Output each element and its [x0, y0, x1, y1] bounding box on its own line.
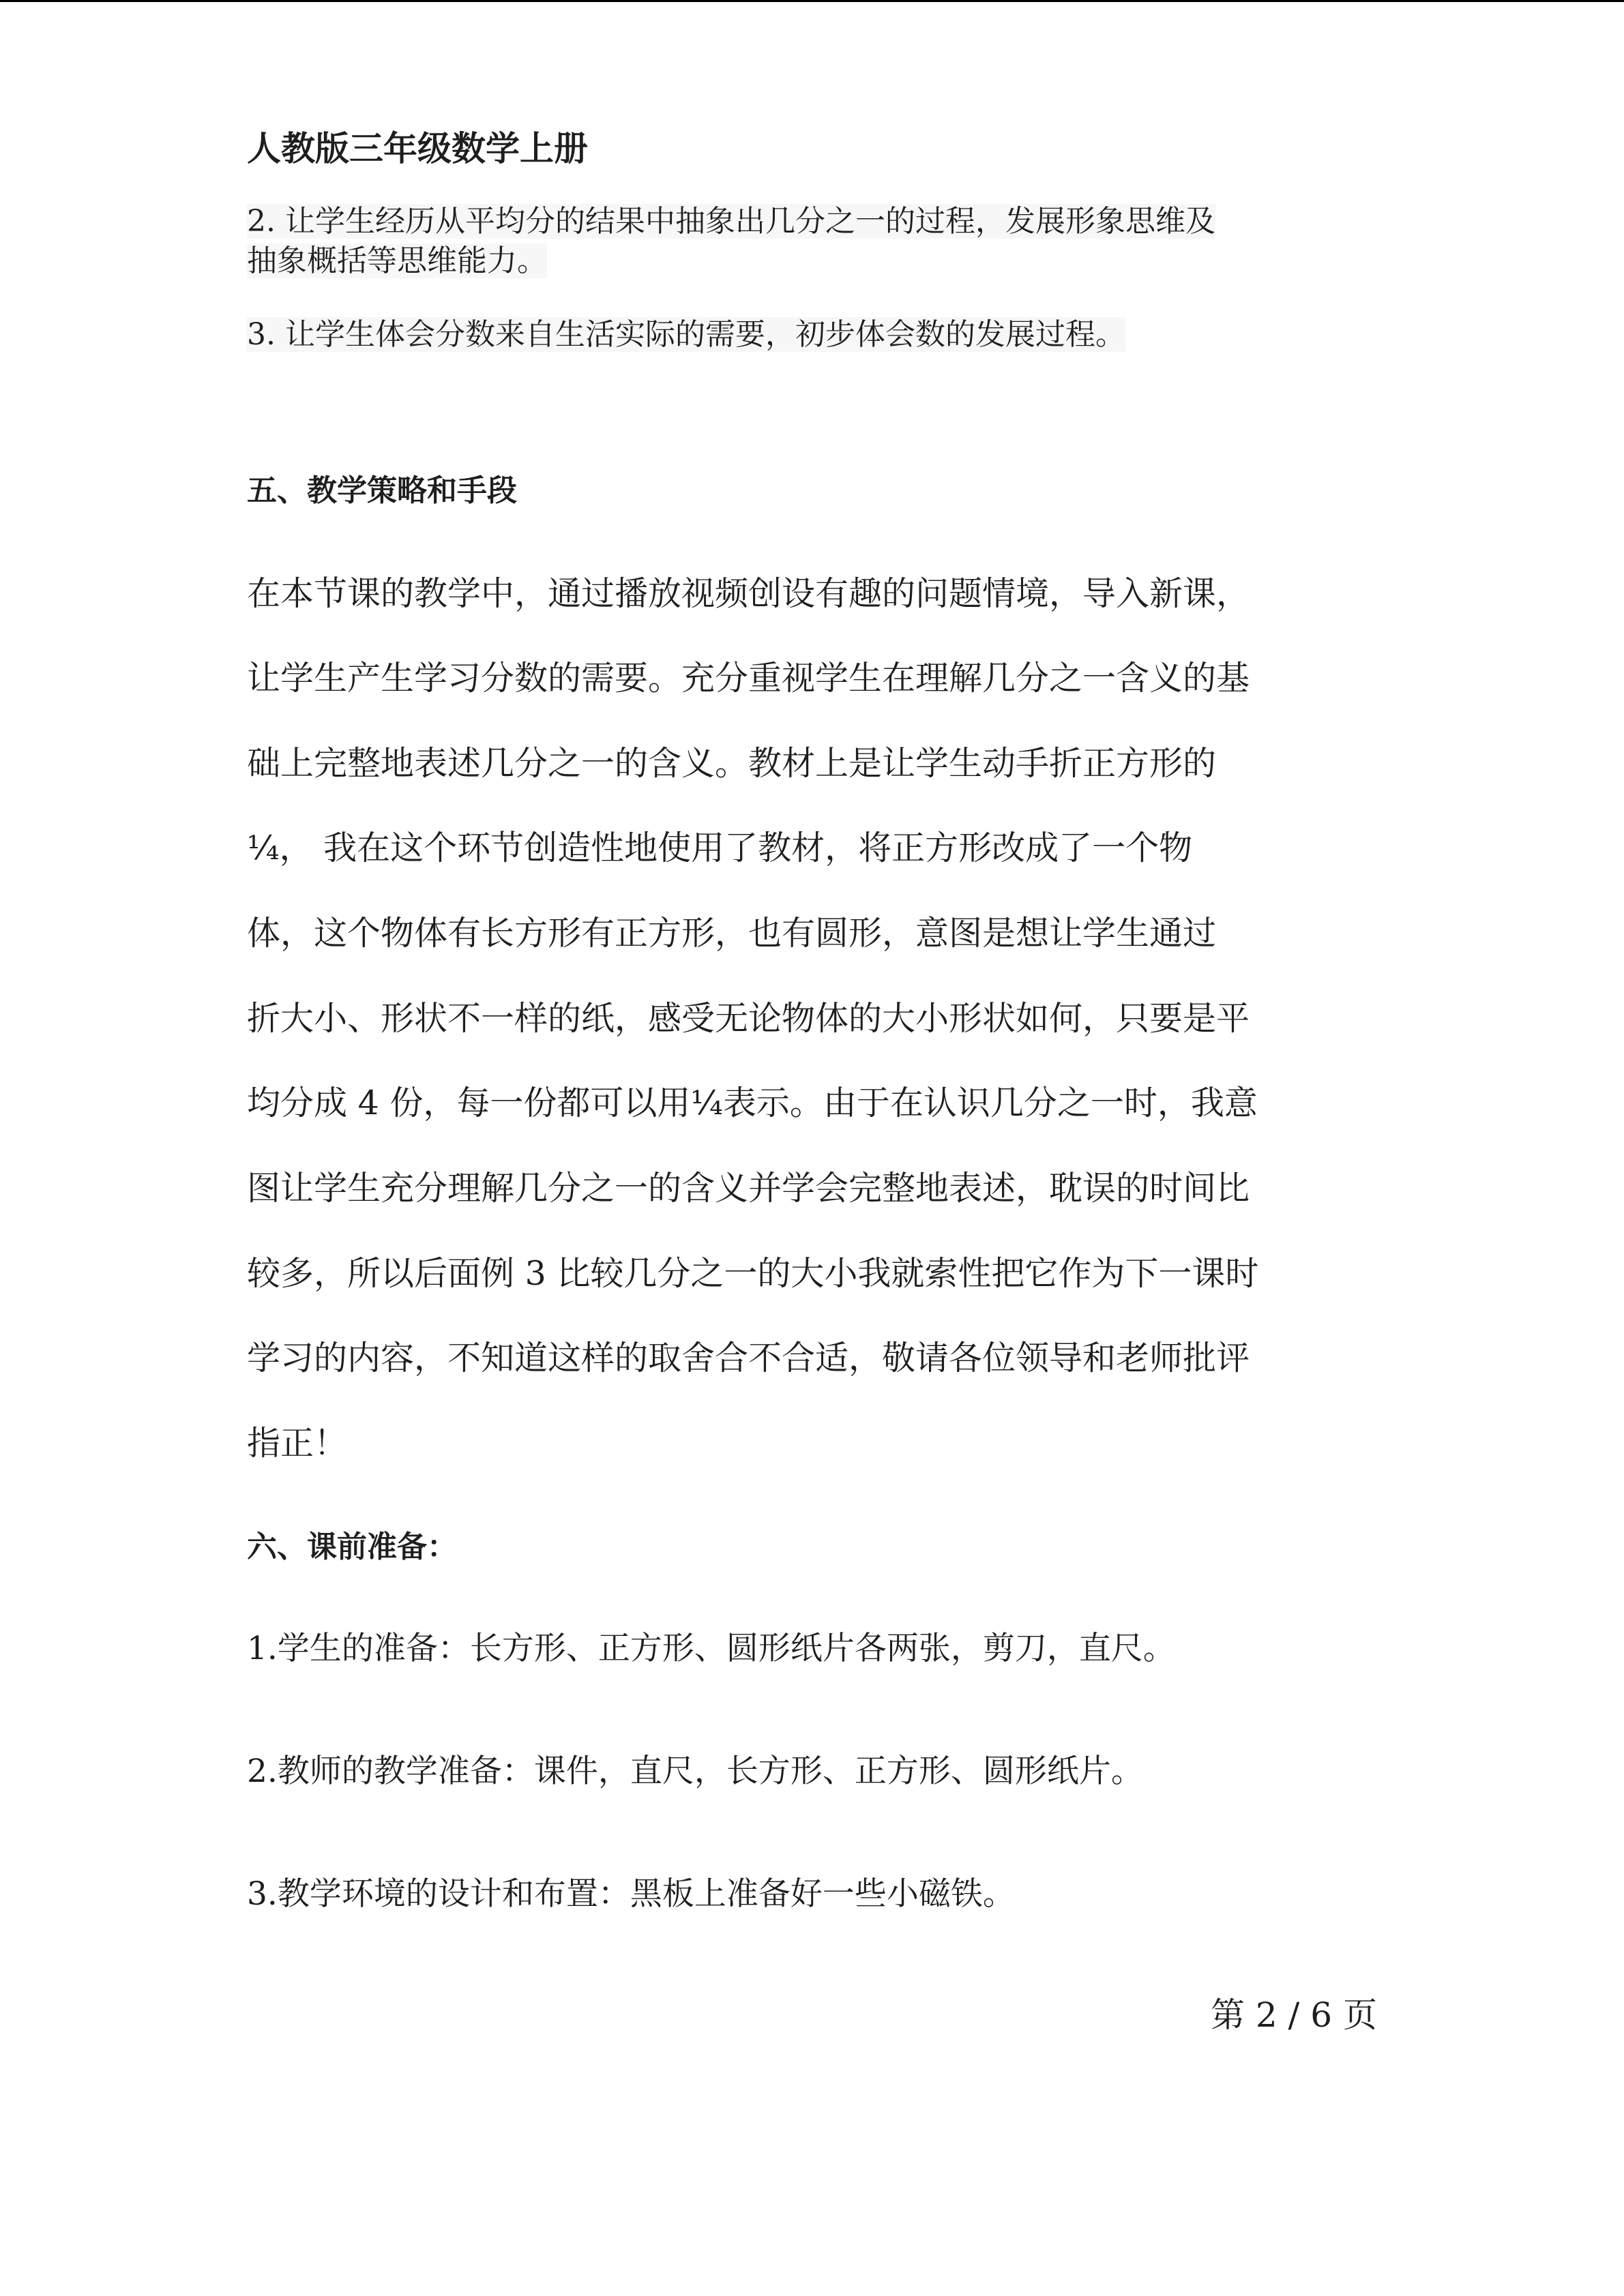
section-5-line-2: 让学生产生学习分数的需要。充分重视学生在理解几分之一含义的基	[247, 659, 1250, 698]
section-5-heading: 五、教学策略和手段	[247, 473, 517, 508]
objective-3-line-1: 3. 让学生体会分数来自生活实际的需要，初步体会数的发展过程。	[247, 317, 1125, 352]
objective-2-line-1: 2. 让学生经历从平均分的结果中抽象出几分之一的过程，发展形象思维及	[247, 204, 1215, 239]
section-5-line-6: 折大小、形状不一样的纸，感受无论物体的大小形状如何，只要是平	[247, 999, 1250, 1038]
section-5-line-11: 指正！	[247, 1424, 348, 1463]
section-5-line-4: ¼， 我在这个环节创造性地使用了教材，将正方形改成了一个物	[247, 829, 1193, 867]
section-5-line-7: 均分成 4 份，每一份都可以用¼表示。由于在认识几分之一时，我意	[247, 1084, 1258, 1122]
objective-2-line-2: 抽象概括等思维能力。	[247, 243, 547, 278]
section-5-line-8: 图让学生充分理解几分之一的含义并学会完整地表述，耽误的时间比	[247, 1169, 1250, 1208]
page-number: 第 2 / 6 页	[1210, 1995, 1377, 2035]
prep-item-2: 2.教师的教学准备：课件，直尺，长方形、正方形、圆形纸片。	[247, 1753, 1143, 1790]
objective-2	[247, 202, 1215, 281]
page-top-border	[0, 0, 1624, 2]
section-5-line-5: 体，这个物体有长方形有正方形，也有圆形，意图是想让学生通过	[247, 914, 1217, 953]
section-5-line-9: 较多，所以后面例 3 比较几分之一的大小我就索性把它作为下一课时	[247, 1254, 1259, 1293]
page-header-title: 人教版三年级数学上册	[247, 128, 588, 168]
prep-item-1: 1.学生的准备：长方形、正方形、圆形纸片各两张，剪刀，直尺。	[247, 1630, 1175, 1667]
section-5-line-10: 学习的内容，不知道这样的取舍合不合适，敬请各位领导和老师批评	[247, 1339, 1250, 1377]
prep-item-3: 3.教学环境的设计和布置：黑板上准备好一些小磁铁。	[247, 1875, 1015, 1913]
objective-3	[247, 315, 1125, 355]
section-6-heading: 六、课前准备：	[247, 1530, 457, 1564]
section-5-line-3: 础上完整地表述几分之一的含义。教材上是让学生动手折正方形的	[247, 744, 1217, 783]
section-5-line-1: 在本节课的教学中，通过播放视频创设有趣的问题情境，导入新课，	[247, 574, 1250, 613]
